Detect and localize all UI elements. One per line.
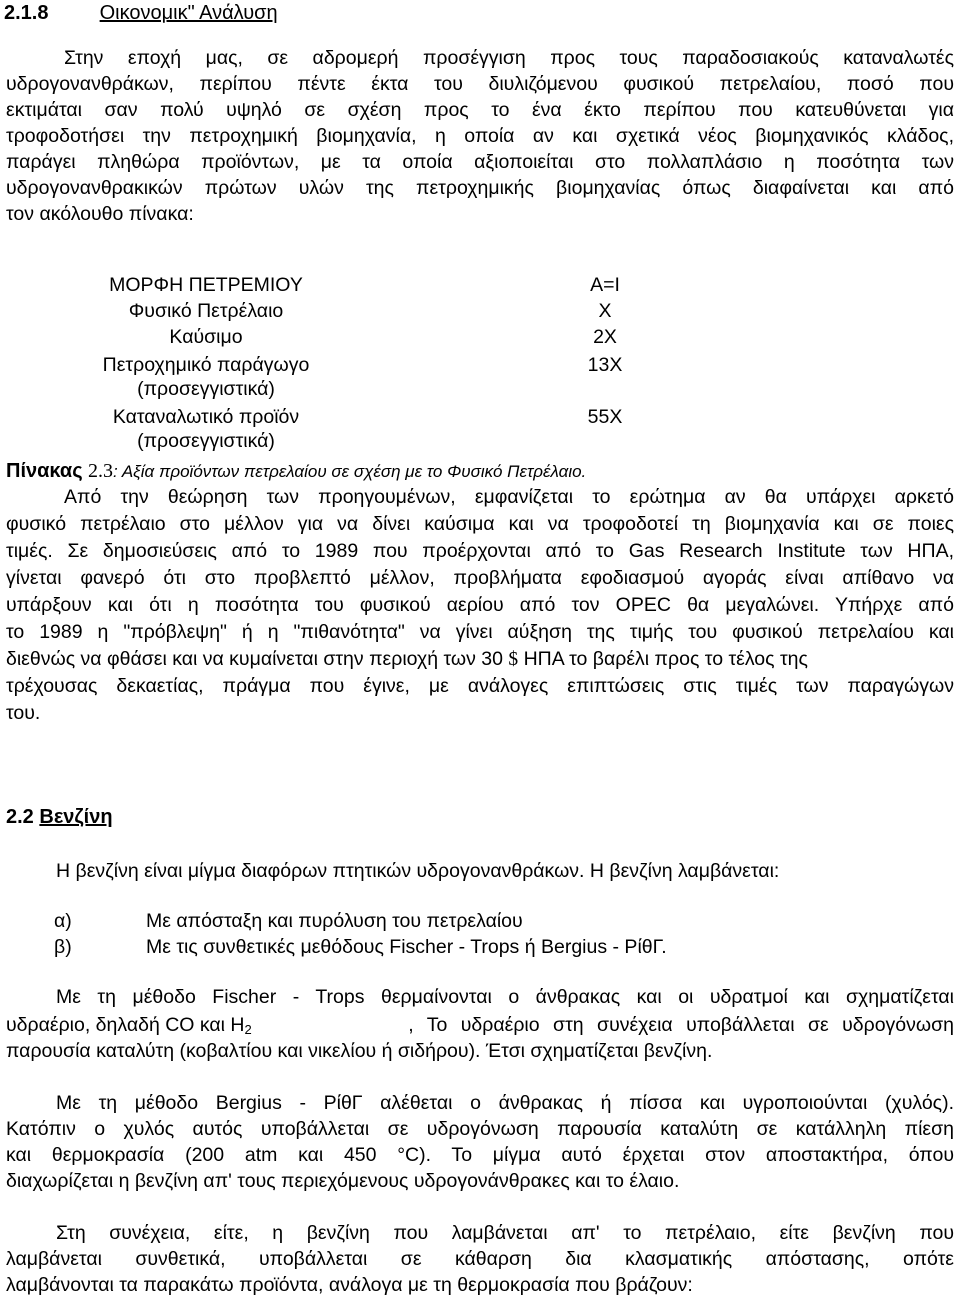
line-text [6, 1012, 252, 1038]
paragraph-line: Στην εποχή μας, σε αδρομερή προσέγγιση προς τους παραδοσιακούς καταναλωτές [64, 47, 954, 69]
paragraph-line: παράγει πληθώρα προϊόντων, με τα οποία αξιοποιείται στο πολλαπλάσιο η ποσότητα των [6, 151, 954, 173]
paragraph-line: Κατόπιν ο χυλός αυτός υποβάλλεται σε υδρογόνωση παρουσία καταλύτη σε κατάλληλη πίεση [6, 1118, 954, 1140]
section-title: Βενζίνη [39, 806, 113, 828]
table-header-right: A=I [590, 274, 620, 296]
table-cell-value: 2X [593, 326, 617, 348]
section-intro: Η βενζίνη είναι μίγμα διαφόρων πτητικών υδρογονανθράκων. Η βενζίνη λαμβάνεται: [56, 860, 780, 882]
dollar-sign: $ [508, 649, 519, 670]
list-item [54, 908, 523, 934]
table-cell-form: Καταναλωτικό προϊόν [112, 406, 300, 428]
table-row [82, 352, 642, 378]
table-row [82, 298, 642, 324]
paragraph-line: φυσικό πετρέλαιο στο μέλλον για να δίνει καύσιμα και να τροφοδοτεί τη βιομηχανία και σε ποιες [6, 513, 954, 535]
paragraph-line [6, 646, 954, 673]
paragraph-line: τρέχουσας δεκαετίας, πράγμα που έγινε, με ανάλογες επιπτώσεις στις τιμές των παραγώγων [6, 675, 954, 697]
table-row [82, 404, 642, 430]
table-cell-form: Καύσιμο [169, 326, 243, 348]
paragraph-line: τροφοδοτήσει την πετροχημική βιομηχανία, η οποία αν και σχετικά νέος βιομηχανικός κλάδος, [6, 125, 954, 147]
list-marker: α) [54, 910, 72, 932]
table-cell-form: Πετροχημικό παράγωγο [102, 354, 310, 376]
paragraph-line: παρουσία καταλύτη (κοβαλτίου και νικελίου ή σιδήρου). Έτσι σχηματίζεται βενζίνη. [6, 1040, 713, 1062]
paragraph-line: υδρογονανθράκων, περίπου πέντε έκτα του διυλιζόμενου φυσικού πετρελαίου, ποσό που [6, 73, 954, 95]
caption-text: : Αξία προϊόντων πετρελαίου σε σχέση με το Φυσικό Πετρέλαιο. [113, 462, 587, 481]
caption-number: 2.3 [88, 460, 114, 482]
paragraph-line: υδρογονανθρακικών πρώτων υλών της πετροχημικής βιομηχανίας όπως διαφαίνεται και από [6, 177, 954, 199]
table-row [82, 428, 642, 454]
table-cell-value: 55X [587, 406, 623, 428]
table-caption [6, 458, 586, 485]
section-number: 2.1.8 [4, 2, 49, 24]
table-cell-value: 13X [587, 354, 623, 376]
table-row [82, 376, 642, 402]
table-cell-form: (προσεγγιστικά) [137, 378, 275, 400]
list-text: Με τις συνθετικές μεθόδους Fischer - Trops ή Bergius - ΡίθΓ. [146, 936, 667, 958]
subscript: 2 [244, 1022, 252, 1037]
list-text: Με απόσταξη και πυρόλυση του πετρελαίου [146, 910, 523, 932]
table-row [82, 324, 642, 350]
paragraph-line [6, 1012, 954, 1038]
paragraph-line: Με τη μέθοδο Bergius - ΡίθΓ αλέθεται ο άνθρακας ή πίσσα και υγροποιούνται (χυλός). [56, 1092, 954, 1114]
paragraph-line: υπάρξουν και ότι η ποσότητα του φυσικού αερίου από τον OPEC θα μεγαλώνει. Υπήρχε από [6, 594, 954, 616]
caption-label: Πίνακας [6, 460, 83, 482]
table-header-row [82, 272, 642, 298]
section-heading-2-2 [6, 804, 113, 830]
line-text-start: υδραέριο, δηλαδή CO και H [6, 1014, 245, 1036]
paragraph-line: και θερμοκρασία (200 atm και 450 °C). Το μίγμα αυτό έρχεται στον αποστακτήρα, όπου [6, 1144, 954, 1166]
line-text-end: , Το υδραέριο στη συνέχεια υποβάλλεται σε υδρογόνωση [408, 1014, 954, 1036]
section-heading-2-1-8 [4, 0, 278, 26]
list-item [54, 934, 667, 960]
paragraph-line: διαχωρίζεται η βενζίνη απ' τους περιεχόμενους υδρογονάνθρακες και το έλαιο. [6, 1170, 680, 1192]
paragraph-line: τιμές. Σε δημοσιεύσεις από το 1989 που προέρχονται από το Gas Research Institute των ΗΠΑ, [6, 540, 954, 562]
paragraph-line: τον ακόλουθο πίνακα: [6, 203, 194, 225]
paragraph-line: εκτιμάται σαν πολύ υψηλό σε σχέση προς το ένα έκτο περίπου που κατευθύνεται για [6, 99, 954, 121]
line-text: ΗΠΑ το βαρέλι προς το τέλος της [523, 648, 808, 670]
section-title: Οικονομικ" Ανάλυση [99, 2, 278, 24]
paragraph-line: Με τη μέθοδο Fischer - Trops θερμαίνονται ο άνθρακας και οι υδρατμοί και σχηματίζεται [56, 986, 954, 1008]
paragraph-line: γίνεται φανερό ότι στο προβλεπτό μέλλον, προβλήματα εφοδιασμού αγοράς είναι απίθανο να [6, 567, 954, 589]
paragraph-line: Στη συνέχεια, είτε, η βενζίνη που λαμβάνεται απ' το πετρέλαιο, είτε βενζίνη που [56, 1222, 954, 1244]
paragraph-line: του. [6, 702, 41, 724]
table-cell-value: X [598, 300, 612, 322]
line-text: διεθνώς να φθάσει και να κυμαίνεται στην περιοχή των 30 [6, 648, 503, 670]
paragraph-line: Από την θεώρηση των προηγουμένων, εμφανίζεται το ερώτημα αν θα υπάρχει αρκετό [64, 486, 954, 508]
list-marker: β) [54, 936, 72, 958]
paragraph-line: λαμβάνεται συνθετικά, υποβάλλεται σε κάθαρση δια κλασματικής απόστασης, οπότε [6, 1248, 954, 1270]
section-number: 2.2 [6, 806, 34, 828]
paragraph-line: λαμβάνονται τα παρακάτω προϊόντα, ανάλογα με τη θερμοκρασία που βράζουν: [6, 1274, 693, 1296]
table-cell-form: Φυσικό Πετρέλαιο [128, 300, 284, 322]
table-cell-form: (προσεγγιστικά) [137, 430, 275, 452]
table-header-left: ΜΟΡΦΗ ΠΕΤΡΕΜΙΟΥ [109, 274, 303, 296]
paragraph-line: το 1989 η "πρόβλεψη" ή η "πιθανότητα" να γίνει αύξηση της τιμής του φυσικού πετρελαίου και [6, 621, 954, 643]
